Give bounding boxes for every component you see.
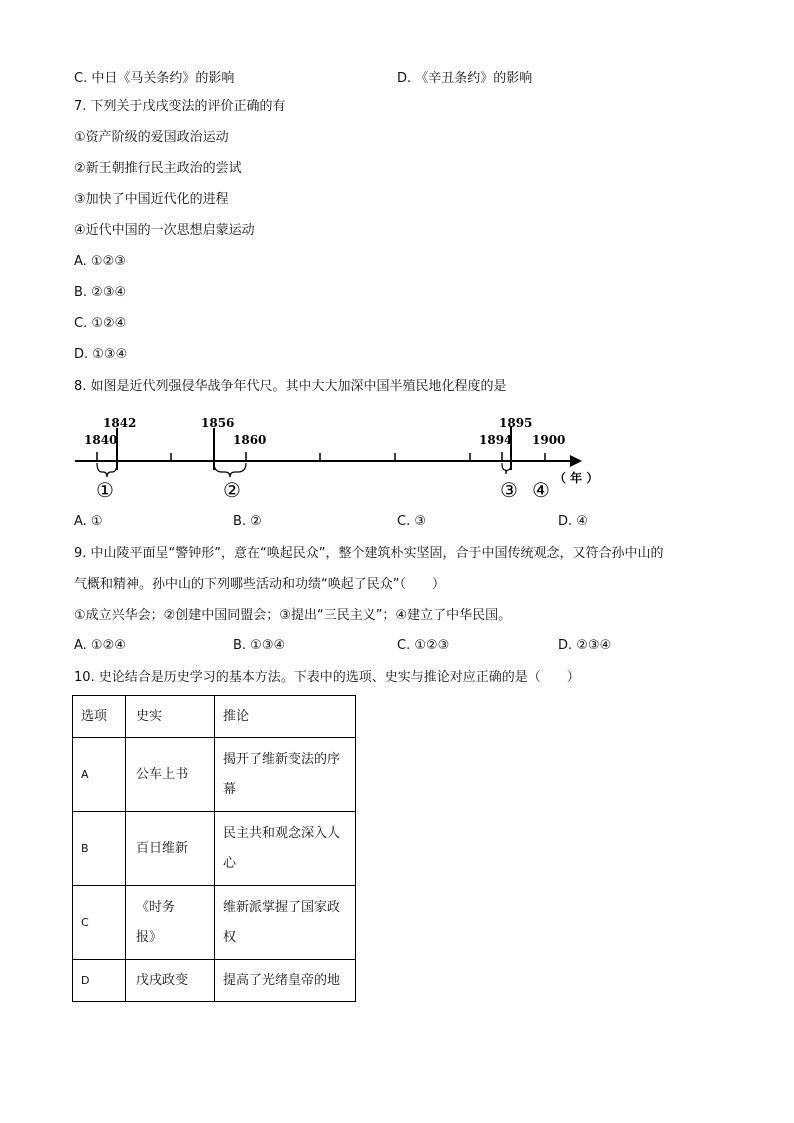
- q9-stem-line2: 气概和精神。孙中山的下列哪些活动和功绩“唤起了民众”（ ）: [74, 577, 445, 592]
- year-label: 1842: [103, 416, 137, 430]
- row-option: A: [73, 738, 126, 812]
- row-option: D: [73, 960, 126, 1002]
- q9-option-a: A. ①②④: [74, 638, 126, 653]
- row-inference-line: 维新派掌握了国家政: [223, 899, 341, 915]
- row-fact-line: 报》: [136, 929, 163, 945]
- q8-stem: 8. 如图是近代列强侵华战争年代尺。其中大大加深中国半殖民地化程度的是: [74, 379, 507, 394]
- row-fact-line: 《时务: [136, 899, 176, 915]
- row-fact: 百日维新: [126, 812, 215, 886]
- row-inference-line: 民主共和观念深入人: [223, 825, 341, 841]
- year-label: 1894: [479, 433, 513, 447]
- brace-1: [97, 463, 117, 477]
- table-row: [73, 738, 356, 812]
- q7-option-d: D. ①③④: [74, 347, 128, 362]
- row-option: C: [73, 886, 126, 960]
- table-row: [73, 812, 356, 886]
- q8-option-d: D. ④: [558, 514, 588, 529]
- q8-option-a: A. ①: [74, 514, 103, 529]
- q8-options-row: [74, 514, 734, 532]
- year-label: 1895: [499, 416, 533, 430]
- row-fact: [126, 886, 215, 960]
- q10-table: [72, 695, 356, 1002]
- q9-option-d: D. ②③④: [558, 638, 612, 653]
- table-header-row: [73, 696, 356, 738]
- q9-stem-line1: 9. 中山陵平面呈“警钟形”，意在“唤起民众”，整个建筑朴实坚固，合于中国传统观念，又符合孙中山的: [74, 546, 664, 561]
- q7-item-1: ①资产阶级的爱国政治运动: [74, 130, 229, 145]
- marker-1: ①: [96, 478, 114, 502]
- row-inference-line: 幕: [223, 781, 237, 797]
- war-timeline-figure: [70, 408, 610, 508]
- marker-2: ②: [223, 478, 241, 502]
- row-fact: 公车上书: [126, 738, 215, 812]
- row-inference: 提高了光绪皇帝的地: [215, 960, 356, 1002]
- timeline-unit: （ 年 ）: [554, 471, 599, 485]
- row-option: B: [73, 812, 126, 886]
- q10-stem: 10. 史论结合是历史学习的基本方法。下表中的选项、史实与推论对应正确的是（ ）: [74, 670, 580, 685]
- header-inference: 推论: [215, 696, 356, 738]
- prev-option-d: D. 《辛丑条约》的影响: [397, 71, 533, 86]
- brace-3: [502, 463, 511, 474]
- prev-options-row: [74, 67, 734, 85]
- q9-items: ①成立兴华会；②创建中国同盟会；③提出“三民主义”；④建立了中华民国。: [74, 608, 512, 623]
- q9-option-c: C. ①②③: [397, 638, 450, 653]
- year-label: 1860: [233, 433, 267, 447]
- q7-option-c: C. ①②④: [74, 316, 127, 331]
- row-inference-line: 揭开了维新变法的序: [223, 751, 341, 767]
- marker-3: ③: [500, 478, 518, 502]
- row-inference: [215, 886, 356, 960]
- table-row: [73, 960, 356, 1002]
- header-option: 选项: [73, 696, 126, 738]
- q8-option-c: C. ③: [397, 514, 426, 529]
- row-fact: 戊戌政变: [126, 960, 215, 1002]
- q9-options-row: [74, 638, 734, 656]
- timeline-arrow-icon: [570, 455, 582, 467]
- table-row: [73, 886, 356, 960]
- row-inference: [215, 738, 356, 812]
- q7-stem: 7. 下列关于戊戌变法的评价正确的有: [74, 99, 286, 114]
- q9-option-b: B. ①③④: [233, 638, 286, 653]
- row-inference-line: 权: [223, 929, 237, 945]
- prev-option-c: C. 中日《马关条约》的影响: [74, 71, 235, 86]
- q7-item-2: ②新王朝推行民主政治的尝试: [74, 161, 242, 176]
- header-fact: 史实: [126, 696, 215, 738]
- q7-item-4: ④近代中国的一次思想启蒙运动: [74, 223, 255, 238]
- row-inference-line: 心: [223, 855, 237, 871]
- q7-item-3: ③加快了中国近代化的进程: [74, 192, 229, 207]
- marker-4: ④: [532, 478, 550, 502]
- year-label: 1840: [84, 433, 118, 447]
- brace-2: [214, 463, 246, 477]
- q7-option-a: A. ①②③: [74, 254, 126, 269]
- q8-option-b: B. ②: [233, 514, 262, 529]
- q7-option-b: B. ②③④: [74, 285, 127, 300]
- year-label: 1900: [532, 433, 566, 447]
- row-inference: [215, 812, 356, 886]
- year-label: 1856: [201, 416, 235, 430]
